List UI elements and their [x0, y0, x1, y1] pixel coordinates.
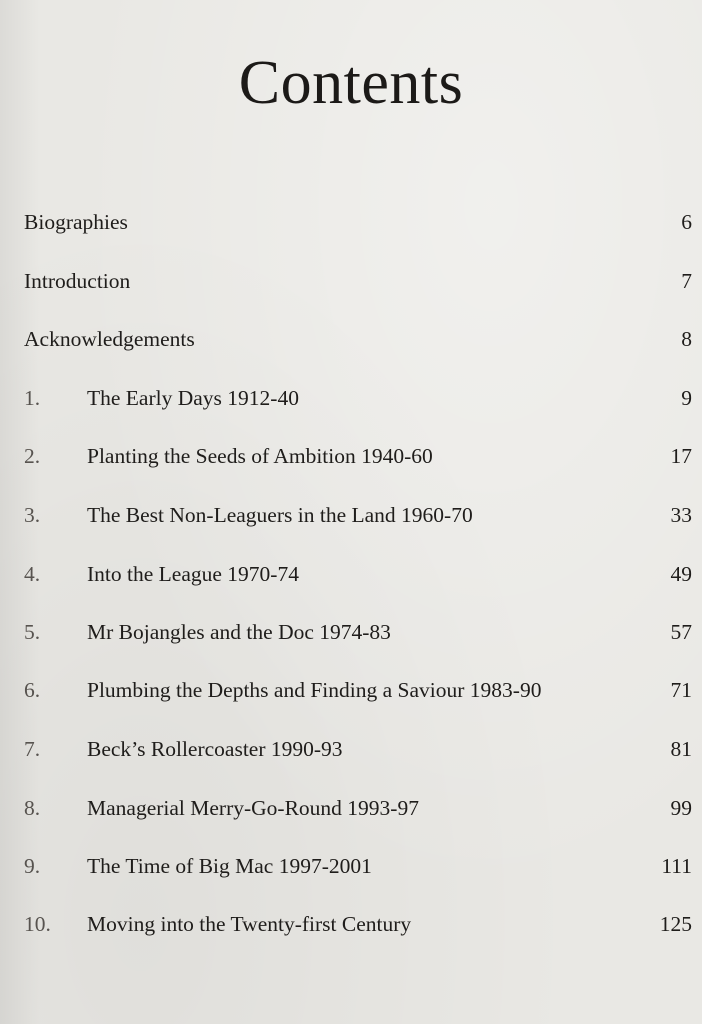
toc-page-number: 9 — [681, 386, 692, 410]
toc-page-number: 57 — [670, 620, 692, 644]
toc-page-number: 33 — [670, 503, 692, 527]
toc-chapter-8 — [0, 791, 702, 825]
chapter-title: The Early Days 1912-40 — [87, 386, 299, 410]
toc-page-number: 49 — [670, 562, 692, 586]
chapter-number: 8. — [24, 796, 41, 820]
toc-page-number: 7 — [681, 269, 692, 293]
toc-page-number: 125 — [659, 912, 692, 936]
toc-chapter-1 — [0, 381, 702, 415]
toc-chapter-9 — [0, 849, 702, 883]
toc-page-number: 71 — [670, 678, 692, 702]
chapter-title: The Time of Big Mac 1997-2001 — [87, 854, 372, 878]
chapter-number: 4. — [24, 562, 41, 586]
chapter-number: 1. — [24, 386, 41, 410]
toc-page-number: 81 — [670, 737, 692, 761]
toc-entry-biographies — [0, 205, 702, 239]
chapter-title: Planting the Seeds of Ambition 1940-60 — [87, 444, 433, 468]
toc-entry-acknowledgements — [0, 322, 702, 356]
chapter-number: 7. — [24, 737, 41, 761]
toc-chapter-6 — [0, 673, 702, 707]
toc-page-number: 111 — [661, 854, 692, 878]
toc-chapter-7 — [0, 732, 702, 766]
chapter-title: Moving into the Twenty-first Century — [87, 912, 412, 936]
chapter-number: 5. — [24, 620, 41, 644]
toc-page-number: 8 — [681, 327, 692, 351]
chapter-title: Beck’s Rollercoaster 1990-93 — [87, 737, 343, 761]
chapter-title: Into the League 1970-74 — [87, 562, 299, 586]
chapter-title: Mr Bojangles and the Doc 1974-83 — [87, 620, 391, 644]
chapter-number: 9. — [24, 854, 41, 878]
toc-chapter-3 — [0, 498, 702, 532]
toc-page-number: 17 — [670, 444, 692, 468]
toc-chapter-5 — [0, 615, 702, 649]
toc-page-number: 99 — [670, 796, 692, 820]
chapter-number: 3. — [24, 503, 41, 527]
page-title: Contents — [238, 49, 464, 117]
toc-chapter-4 — [0, 557, 702, 591]
toc-entry-label: Acknowledgements — [24, 327, 195, 351]
toc-entry-label: Introduction — [24, 269, 131, 293]
toc-entry-label: Biographies — [24, 210, 128, 234]
chapter-title: Plumbing the Depths and Finding a Saviour 1983-90 — [87, 678, 542, 702]
toc-page-number: 6 — [681, 210, 692, 234]
toc-entry-introduction — [0, 264, 702, 298]
chapter-number: 6. — [24, 678, 41, 702]
toc-chapter-2 — [0, 439, 702, 473]
chapter-title: The Best Non-Leaguers in the Land 1960-70 — [87, 503, 473, 527]
chapter-title: Managerial Merry-Go-Round 1993-97 — [87, 796, 419, 820]
toc-chapter-10 — [0, 907, 702, 941]
chapter-number: 2. — [24, 444, 41, 468]
chapter-number: 10. — [24, 912, 51, 936]
